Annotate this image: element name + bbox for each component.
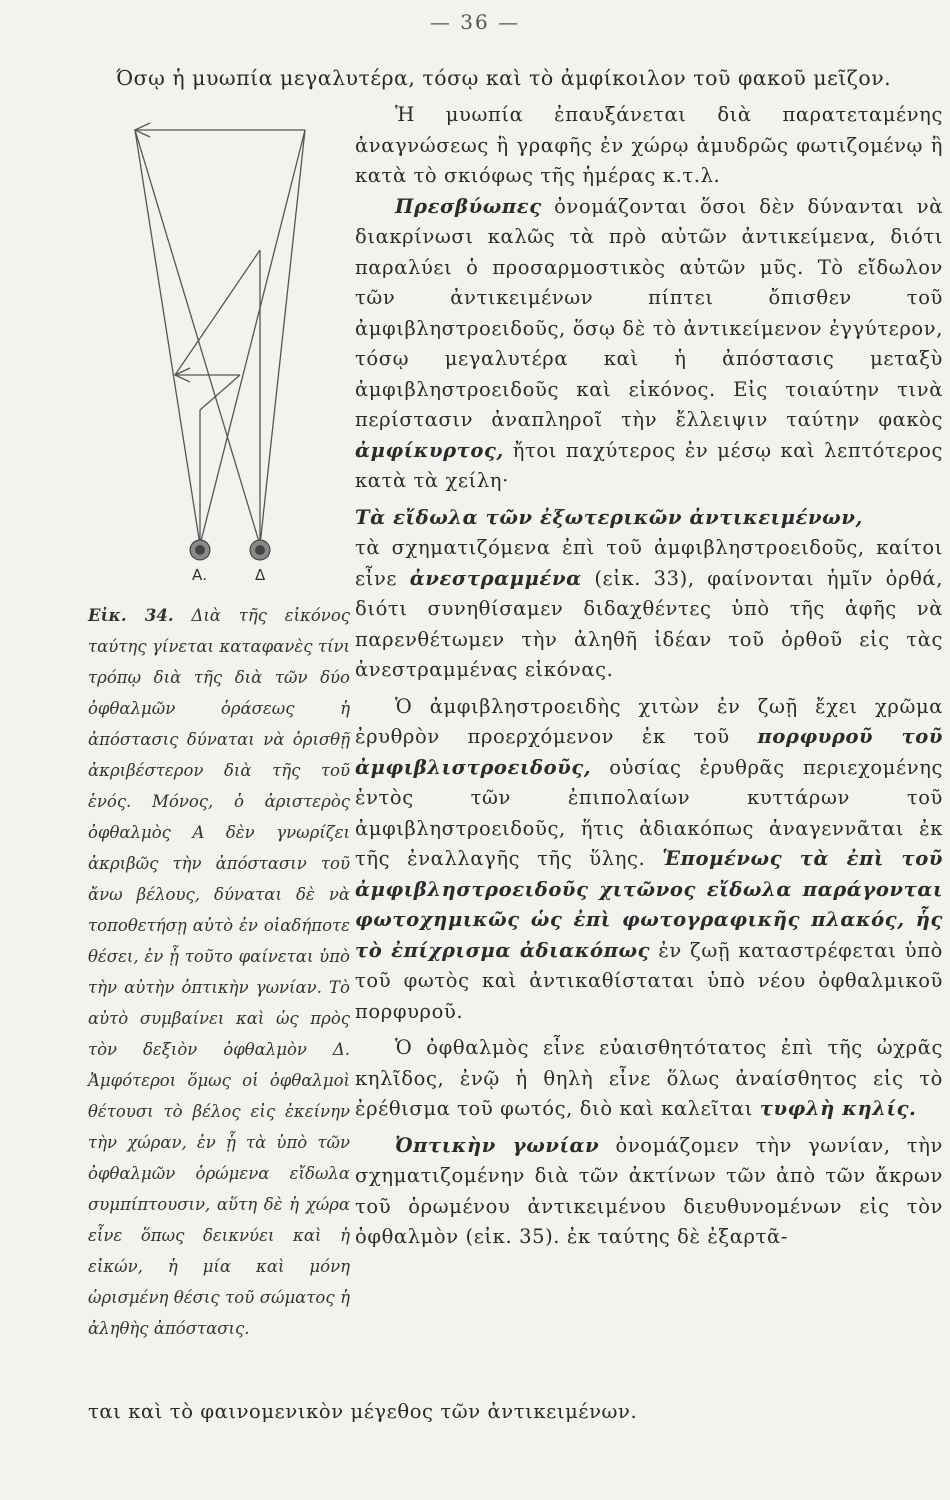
section-heading: Τὰ εἴδωλα τῶν ἐξωτερικῶν ἀντικειμένων,: [355, 505, 863, 529]
eye-left-icon: [190, 540, 210, 560]
paragraph-presbyopia: [355, 192, 943, 497]
ray-right-outer: [260, 130, 305, 545]
term-visual-purple: πορφυροῦ τοῦ ἀμφιβλιστροειδοῦς,: [355, 725, 943, 779]
ray-right-cross: [200, 130, 305, 545]
caption-label: Εἰκ. 34.: [88, 606, 174, 625]
term-convex: ἀμφίκυρτος,: [355, 438, 504, 462]
figure-34: [110, 110, 340, 600]
term-presbyopes: Πρεσβύωπες: [395, 194, 542, 218]
paragraph-visual-angle: [355, 1131, 943, 1253]
main-text-column: [355, 100, 943, 1253]
retina-text-a: Ὁ ἀμφιβληστροειδὴς χιτὼν ἐν ζωῇ ἔχει χρῶμα ἐρυθρὸν προερχόμενον ἐκ τοῦ: [355, 694, 943, 748]
caption-text: Διὰ τῆς εἰκόνος ταύτης γίνεται καταφανὲς τίνι τρόπῳ διὰ τῆς διὰ τῶν δύο ὀφθαλμῶν ὁράσεως ἡ ἀπόστασις δύναται νὰ ὁρισθῇ ἀκριβέστερον διὰ τῆς τοῦ ἑνός. Μόνος, ὁ ἀριστερὸς ὀφθαλμὸς Α δὲν γνωρίζει ἀκριβῶς τὴν ἀπόστασιν τοῦ ἄνω βέλους, δύναται δὲ νὰ τοποθετήσῃ αὐτὸ ἐν οἱαδήποτε θέσει, ἐν ᾗ τοῦτο φαίνεται ὑπὸ τὴν αὐτὴν ὀπτικὴν γωνίαν. Τὸ αὐτὸ συμβαίνει καὶ ὡς πρὸς τὸν δεξιὸν ὀφθαλμὸν Δ. Ἀμφότεροι ὅμως οἱ ὀφθαλμοὶ θέτουσι τὸ βέλος εἰς ἐκείνην τὴν χώραν, ἐν ᾗ τὰ ὑπὸ τῶν ὀφθαλμῶν ὁρώμενα εἴδωλα συμπίπτουσιν, αὕτη δὲ ἡ χώρα εἶνε ὅπως δεικνύει καὶ ἡ εἰκών, ἡ μία καὶ μόνη ὡρισμένη θέσις τοῦ σώματος ἡ ἀληθὴς ἀπόστασις.: [88, 606, 350, 1338]
presbyopia-text-a: ὀνομάζονται ὅσοι δὲν δύνανται νὰ διακρίνωσι καλῶς τὰ πρὸ αὐτῶν ἀντικείμενα, διότι παραλύει ὁ προσαρμοστικὸς αὐτῶν μῦς. Τὸ εἴδωλον τῶν ἀντικειμένων πίπτει ὄπισθεν τοῦ ἀμφιβληστροειδοῦς, ὅσῳ δὲ τὸ ἀντικείμενον ἐγγύτερον, τόσῳ μεγαλυτέρα καὶ ἡ ἀπόστασις μεταξὺ ἀμφιβληστροειδοῦς καὶ εἰκόνος. Εἰς τοιαύτην τινὰ περίστασιν ἀναπληροῖ τὴν ἔλλειψιν ταύτην φακὸς: [355, 194, 943, 431]
bottom-text-line: ται καὶ τὸ φαινομενικὸν μέγεθος τῶν ἀντικειμένων.: [88, 1400, 638, 1423]
visual-angle-text: ὀνομάζομεν τὴν γωνίαν, τὴν σχηματιζομένην διὰ τῶν ἀκτίνων τῶν ἀπὸ τῶν ἄκρων τοῦ ὁρωμένου ἀντικειμένου διευθυνομένων εἰς τὸν ὀφθαλμὸν (εἰκ. 35). ἐκ ταύτης δὲ ἐξαρτᾶ-: [355, 1133, 943, 1248]
binocular-diagram: [110, 110, 340, 600]
retina-text-c: ἐν ζωῇ καταστρέφεται ὑπὸ τοῦ φωτὸς καὶ ἀντικαθίσταται ὑπὸ νέου ὀφθαλμικοῦ πορφυροῦ.: [355, 938, 943, 1023]
retina-text-b: οὐσίας ἐρυθρᾶς περιεχομένης ἐντὸς τῶν ἐπιπολαίων κυττάρων τοῦ ἀμφιβληστροειδοῦς, ἥτις ἀδιακόπως ἀναγεννᾶται ἐκ τῆς ἐναλλαγῆς τῆς ὕλης.: [355, 755, 943, 870]
label-eye-right: Δ: [255, 566, 266, 584]
paragraph-blind-spot: [355, 1033, 943, 1125]
paragraph-inverted-images: [355, 533, 943, 686]
inverted-text-a: τὰ σχηματιζόμενα ἐπὶ τοῦ ἀμφιβληστροειδοῦς, καίτοι εἶνε: [355, 536, 943, 590]
inverted-text-b: (εἰκ. 33), φαίνονται ἡμῖν ὀρθά, διότι συνηθίσαμεν διδαχθέντες ὑπὸ τῆς ἁφῆς νὰ παρενθέτωμεν τὴν ἀληθῆ ἰδέαν τοῦ ὀρθοῦ εἰς τὰς ἀνεστραμμένας εἰκόνας.: [355, 566, 943, 681]
eye-right-icon: [250, 540, 270, 560]
ray-left-outer: [135, 130, 200, 545]
presbyopia-text-b: ἤτοι παχύτερος ἐν μέσῳ καὶ λεπτότερος κατὰ τὰ χείλη·: [355, 438, 943, 492]
top-text-line: Όσῳ ἡ μυωπία μεγαλυτέρα, τόσῳ καὶ τὸ ἀμφίκοιλον τοῦ φακοῦ μεῖζον.: [116, 66, 892, 90]
ray-mid-2: [200, 375, 240, 410]
paragraph-myopia: Ἡ μυωπία ἐπαυξάνεται διὰ παρατεταμένης ἀναγνώσεως ἢ γραφῆς ἐν χώρῳ ἀμυδρῶς φωτιζομένῳ ἢ κατὰ τὸ σκιόφως τῆς ἡμέρας κ.τ.λ.: [355, 103, 943, 187]
term-visual-angle: Ὀπτικὴν γωνίαν: [395, 1133, 600, 1157]
ray-left-cross: [135, 130, 260, 545]
figure-caption: [88, 600, 350, 1344]
blind-spot-text: Ὁ ὀφθαλμὸς εἶνε εὐαισθητότατος ἐπὶ τῆς ὠχρᾶς κηλῖδος, ἐνῷ ἡ θηλὴ εἶνε ὅλως ἀναίσθητος εἰς τὸ ἐρέθισμα τοῦ φωτός, διὸ καὶ καλεῖται: [355, 1036, 943, 1120]
term-blind-spot: τυφλὴ κηλίς.: [759, 1097, 917, 1120]
paragraph-retina: [355, 692, 943, 1028]
page-number: — 36 —: [429, 10, 521, 34]
label-eye-left: Α.: [192, 566, 208, 584]
term-inverted: ἀνεστραμμένα: [409, 566, 582, 590]
retina-bold-statement: Ἑπομένως τὰ ἐπὶ τοῦ ἀμφιβληστροειδοῦς χιτῶνος εἴδωλα παράγονται φωτοχημικῶς ὡς ἐπὶ φωτογραφικῆς πλακός, ἧς τὸ ἐπίχρισμα ἀδιακόπως: [355, 847, 944, 962]
